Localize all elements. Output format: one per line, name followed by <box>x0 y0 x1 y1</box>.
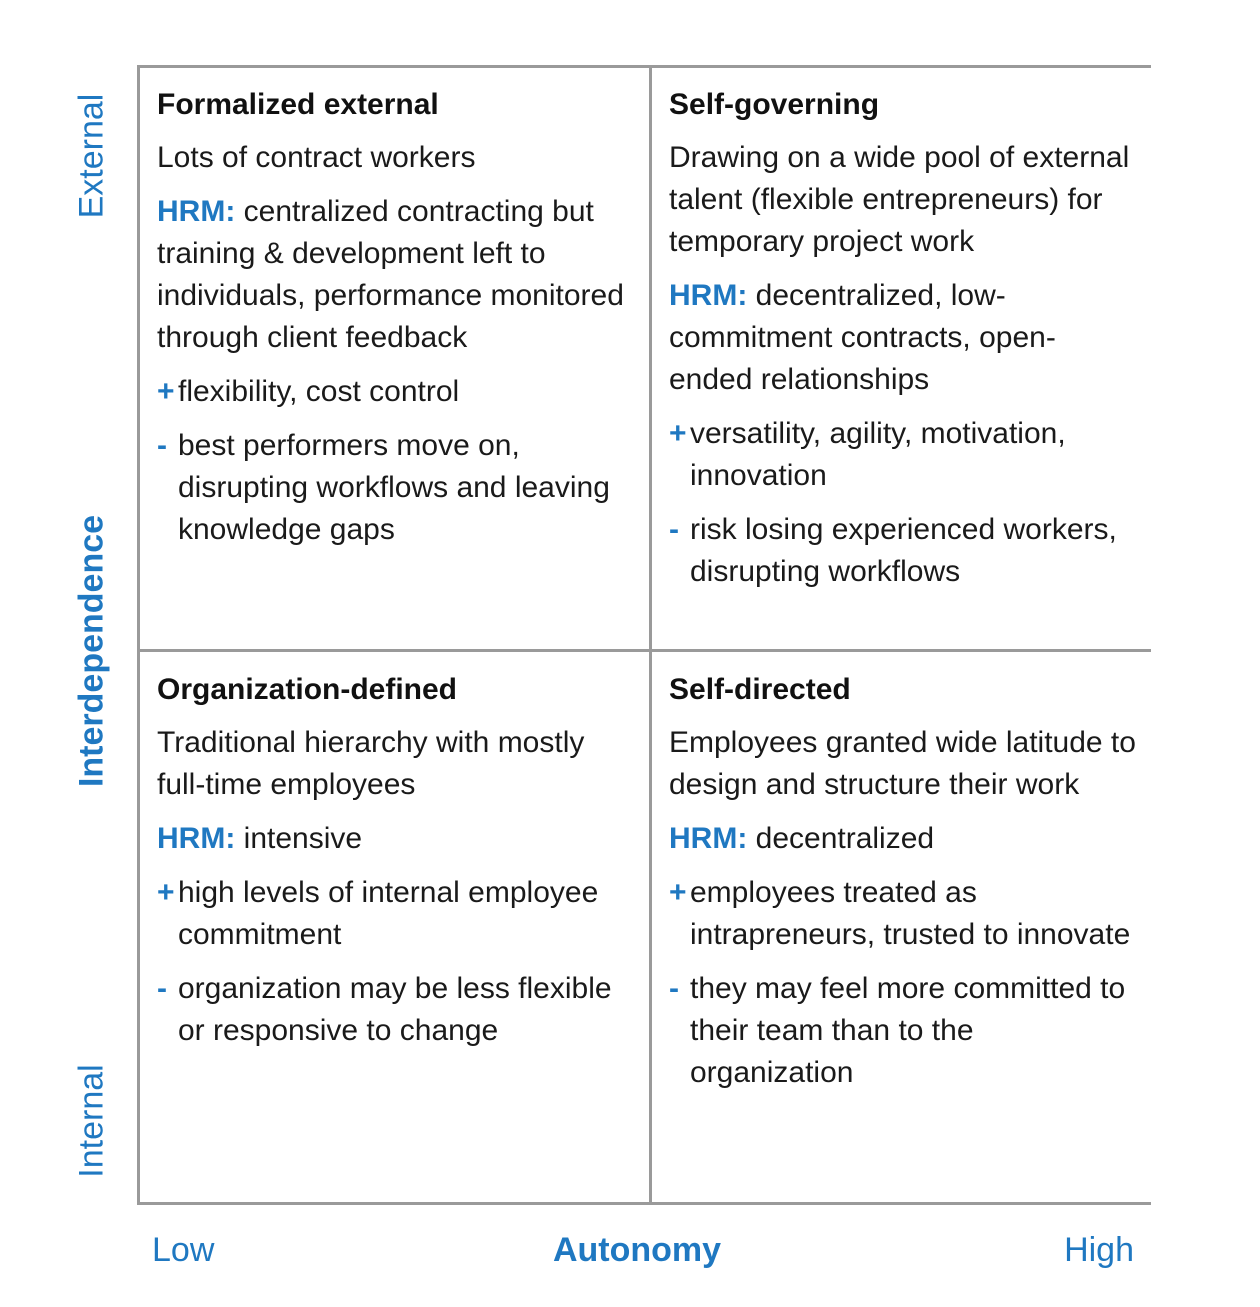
y-axis-title: Interdependence <box>72 514 111 788</box>
hrm-label: HRM: <box>669 279 748 312</box>
quadrant-title: Self-directed <box>669 673 851 706</box>
plus-sign: + <box>669 417 687 450</box>
hrm-text: intensive <box>235 822 363 855</box>
quadrant-disadvantage <box>669 968 1137 1094</box>
quadrant-disadvantage <box>157 425 636 551</box>
quadrant-description: Traditional hierarchy with mostly full-time employees <box>157 726 585 801</box>
minus-sign: - <box>669 972 679 1005</box>
hrm-label: HRM: <box>669 822 748 855</box>
quadrant-self-governing <box>650 65 1151 650</box>
quadrant-disadvantage <box>669 509 1137 593</box>
minus-sign: - <box>669 513 679 546</box>
disadvantage-text: risk losing experienced workers, disrupting workflows <box>690 513 1117 588</box>
plus-sign: + <box>669 876 687 909</box>
advantage-text: high levels of internal employee commitment <box>178 876 599 951</box>
quadrant-advantage <box>157 872 636 956</box>
x-axis-high-label: High <box>1064 1231 1134 1269</box>
hrm-label: HRM: <box>157 195 236 228</box>
minus-sign: - <box>157 429 167 462</box>
quadrant-grid <box>137 65 1151 1205</box>
hrm-text: decentralized <box>747 822 935 855</box>
y-axis-bottom-label: Internal <box>72 1064 111 1178</box>
minus-sign: - <box>157 972 167 1005</box>
quadrant-description: Drawing on a wide pool of external talent (flexible entrepreneurs) for temporary project work <box>669 141 1130 258</box>
disadvantage-text: organization may be less flexible or responsive to change <box>178 972 612 1047</box>
quadrant-title: Formalized external <box>157 88 439 121</box>
hrm-text: decentralized, low-commitment contracts, open-ended relationships <box>669 279 1056 396</box>
disadvantage-text: they may feel more committed to their team than to the organization <box>690 972 1126 1089</box>
hrm-text: centralized contracting but training & development left to individuals, performance monitored through client feedback <box>157 195 624 354</box>
quadrant-advantage <box>157 371 636 413</box>
advantage-text: flexibility, cost control <box>178 375 460 408</box>
y-axis-top-label: External <box>72 93 111 219</box>
advantage-text: employees treated as intrapreneurs, trusted to innovate <box>690 876 1131 951</box>
quadrant-description: Lots of contract workers <box>157 141 476 174</box>
quadrant-hrm <box>157 818 636 860</box>
quadrant-self-directed <box>650 650 1151 1205</box>
quadrant-description: Employees granted wide latitude to design and structure their work <box>669 726 1136 801</box>
quadrant-formalized-external <box>137 65 650 650</box>
plus-sign: + <box>157 876 175 909</box>
disadvantage-text: best performers move on, disrupting workflows and leaving knowledge gaps <box>178 429 610 546</box>
quadrant-title: Organization-defined <box>157 673 457 706</box>
x-axis-low-label: Low <box>152 1231 215 1269</box>
hrm-label: HRM: <box>157 822 236 855</box>
quadrant-advantage <box>669 872 1137 956</box>
quadrant-hrm <box>669 818 1137 860</box>
quadrant-organization-defined <box>137 650 650 1205</box>
quadrant-hrm <box>669 275 1137 401</box>
advantage-text: versatility, agility, motivation, innovation <box>690 417 1066 492</box>
plus-sign: + <box>157 375 175 408</box>
quadrant-hrm <box>157 191 636 359</box>
quadrant-title: Self-governing <box>669 88 880 121</box>
x-axis-title: Autonomy <box>552 1231 722 1269</box>
quadrant-disadvantage <box>157 968 636 1052</box>
quadrant-advantage <box>669 413 1137 497</box>
